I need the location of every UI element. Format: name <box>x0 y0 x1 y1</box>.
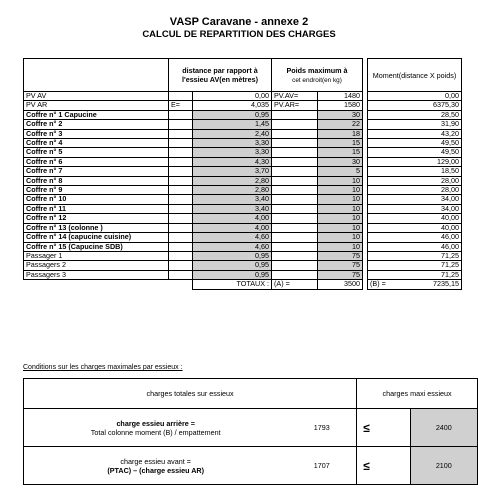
axle-summary-table <box>23 378 478 485</box>
row-prefix <box>169 195 193 204</box>
row-poids: 10 <box>318 223 363 232</box>
total-b-label: (B) = <box>370 279 386 289</box>
table-row <box>24 186 462 195</box>
row-poids-label <box>272 157 318 166</box>
row-moment: 43,20 <box>368 129 462 138</box>
row-prefix <box>169 176 193 185</box>
row-distance: 4,30 <box>193 157 272 166</box>
row-prefix <box>169 157 193 166</box>
row-poids-label <box>272 110 318 119</box>
row-poids: 1580 <box>318 101 363 110</box>
row-label: Coffre n° 9 <box>24 186 169 195</box>
table-header-row <box>24 59 462 92</box>
total-b-value: 7235,15 <box>433 279 459 289</box>
row-prefix <box>169 242 193 251</box>
front-axle-line1: charge essieu avant = <box>120 456 191 466</box>
table-row <box>24 242 462 251</box>
row-prefix <box>169 110 193 119</box>
row-moment: 46,00 <box>368 242 462 251</box>
table-row <box>24 195 462 204</box>
row-moment: 28,00 <box>368 186 462 195</box>
row-poids: 1480 <box>318 92 363 101</box>
row-moment: 28,00 <box>368 176 462 185</box>
row-poids-label <box>272 186 318 195</box>
table-row <box>24 101 462 110</box>
row-poids-label <box>272 129 318 138</box>
row-label: Coffre n° 3 <box>24 129 169 138</box>
row-moment: 71,25 <box>368 251 462 260</box>
table-row <box>24 167 462 176</box>
table-row <box>24 92 462 101</box>
row-moment: 49,50 <box>368 139 462 148</box>
row-distance: 0,00 <box>193 92 272 101</box>
row-label: Passagers 2 <box>24 261 169 270</box>
row-moment: 71,25 <box>368 261 462 270</box>
poids-header-bold: Poids maximum à <box>286 65 348 75</box>
table-row <box>24 204 462 213</box>
row-poids-label <box>272 242 318 251</box>
row-label: Coffre n° 6 <box>24 157 169 166</box>
table-row <box>24 110 462 119</box>
row-moment: 49,50 <box>368 148 462 157</box>
row-poids: 75 <box>318 261 363 270</box>
row-distance: 1,45 <box>193 120 272 129</box>
row-distance: 3,70 <box>193 167 272 176</box>
row-prefix <box>169 204 193 213</box>
row-poids: 10 <box>318 186 363 195</box>
row-label: Coffre n° 13 (colonne ) <box>24 223 169 232</box>
summary-header-left: charges totales sur essieux <box>24 379 357 409</box>
row-poids-label <box>272 223 318 232</box>
row-poids-label <box>272 167 318 176</box>
table-row <box>24 214 462 223</box>
table-row <box>24 233 462 242</box>
row-prefix <box>169 120 193 129</box>
row-poids: 10 <box>318 214 363 223</box>
row-moment: 71,25 <box>368 270 462 279</box>
total-a-label: (A) = <box>272 280 318 289</box>
distance-header: distance par rapport à l'essieu AV(en mètres) <box>169 59 272 92</box>
rear-axle-label <box>24 409 288 447</box>
table-row <box>24 176 462 185</box>
row-distance: 2,40 <box>193 129 272 138</box>
row-moment: 6375,30 <box>368 101 462 110</box>
row-prefix <box>169 148 193 157</box>
row-poids-label <box>272 261 318 270</box>
row-distance: 4,60 <box>193 233 272 242</box>
row-poids: 75 <box>318 270 363 279</box>
table-row <box>24 223 462 232</box>
totals-label: TOTAUX : <box>193 280 272 289</box>
row-label: PV AR <box>24 101 169 110</box>
front-axle-label <box>24 447 288 485</box>
front-axle-line2: (PTAC) – (charge essieu AR) <box>107 465 205 475</box>
row-poids: 10 <box>318 242 363 251</box>
less-equal-symbol: ≤ <box>357 447 376 485</box>
row-label: Coffre n° 10 <box>24 195 169 204</box>
row-label: Coffre n° 4 <box>24 139 169 148</box>
row-poids-label <box>272 214 318 223</box>
row-label: PV AV <box>24 92 169 101</box>
rear-axle-line2: Total colonne moment (B) / empattement <box>90 427 221 437</box>
row-moment: 34,00 <box>368 204 462 213</box>
totals-spacer <box>24 280 193 289</box>
row-poids: 15 <box>318 148 363 157</box>
row-distance: 0,95 <box>193 251 272 260</box>
row-poids: 15 <box>318 139 363 148</box>
row-distance: 0,95 <box>193 110 272 119</box>
row-poids: 10 <box>318 176 363 185</box>
row-moment: 18,50 <box>368 167 462 176</box>
conditions-title: Conditions sur les charges maximales par essieux : <box>23 364 183 371</box>
front-axle-max: 2100 <box>410 447 477 485</box>
row-prefix <box>169 92 193 101</box>
row-prefix: E= <box>169 101 193 110</box>
row-label: Coffre n° 1 Capucine <box>24 110 169 119</box>
row-prefix <box>169 251 193 260</box>
table-row <box>24 139 462 148</box>
row-poids-label <box>272 270 318 279</box>
charges-table <box>23 58 462 290</box>
row-label: Coffre n° 14 (capucine cuisine) <box>24 233 169 242</box>
row-poids-label: PV.AV= <box>272 92 318 101</box>
row-distance: 0,95 <box>193 261 272 270</box>
front-axle-row <box>24 447 478 485</box>
table-row <box>24 270 462 279</box>
row-poids: 10 <box>318 204 363 213</box>
row-prefix <box>169 186 193 195</box>
row-poids: 5 <box>318 167 363 176</box>
row-moment: 34,00 <box>368 195 462 204</box>
rear-axle-max: 2400 <box>410 409 477 447</box>
row-distance: 3,30 <box>193 139 272 148</box>
row-poids-label <box>272 195 318 204</box>
row-prefix <box>169 167 193 176</box>
row-distance: 4,60 <box>193 242 272 251</box>
row-poids: 30 <box>318 110 363 119</box>
row-prefix <box>169 223 193 232</box>
row-label: Coffre n° 15 (Capucine SDB) <box>24 242 169 251</box>
row-poids-label <box>272 176 318 185</box>
row-moment: 40,00 <box>368 214 462 223</box>
row-prefix <box>169 139 193 148</box>
row-prefix <box>169 233 193 242</box>
row-poids-label <box>272 148 318 157</box>
row-poids-label <box>272 204 318 213</box>
row-prefix <box>169 261 193 270</box>
less-equal-symbol: ≤ <box>357 409 376 447</box>
row-label: Coffre n° 8 <box>24 176 169 185</box>
row-moment: 129,00 <box>368 157 462 166</box>
table-row <box>24 261 462 270</box>
row-distance: 4,00 <box>193 214 272 223</box>
table-row <box>24 157 462 166</box>
row-poids-label <box>272 120 318 129</box>
row-label: Coffre n° 5 <box>24 148 169 157</box>
document-title: VASP Caravane - annexe 2 <box>169 16 309 28</box>
summary-header-row <box>24 379 478 409</box>
row-poids: 75 <box>318 251 363 260</box>
table-row <box>24 120 462 129</box>
poids-header-sub: cet endroit(en kg) <box>292 76 342 84</box>
total-a-value: 3500 <box>318 280 363 289</box>
row-poids: 10 <box>318 195 363 204</box>
poids-header <box>272 59 363 92</box>
row-distance: 2,80 <box>193 186 272 195</box>
row-distance: 4,00 <box>193 223 272 232</box>
table-row <box>24 129 462 138</box>
document-subtitle: CALCUL DE REPARTITION DES CHARGES <box>142 29 336 40</box>
row-label: Coffre n° 2 <box>24 120 169 129</box>
front-axle-value: 1707 <box>287 447 356 485</box>
row-label: Passager 1 <box>24 251 169 260</box>
row-poids: 22 <box>318 120 363 129</box>
row-poids-label <box>272 251 318 260</box>
rear-axle-line1: charge essieu arrière = <box>116 418 195 428</box>
row-label: Coffre n° 11 <box>24 204 169 213</box>
row-label: Passagers 3 <box>24 270 169 279</box>
rear-axle-row <box>24 409 478 447</box>
table-row <box>24 148 462 157</box>
row-moment: 28,50 <box>368 110 462 119</box>
total-b-cell <box>368 280 462 289</box>
row-moment: 31,90 <box>368 120 462 129</box>
row-poids-label <box>272 139 318 148</box>
summary-header-right: charges maxi essieux <box>357 379 478 409</box>
row-prefix <box>169 270 193 279</box>
rear-axle-value: 1793 <box>287 409 356 447</box>
row-label: Coffre n° 7 <box>24 167 169 176</box>
row-distance: 4,035 <box>193 101 272 110</box>
row-distance: 3,40 <box>193 204 272 213</box>
row-poids-label <box>272 233 318 242</box>
row-poids: 10 <box>318 233 363 242</box>
row-distance: 3,30 <box>193 148 272 157</box>
row-moment: 46,00 <box>368 233 462 242</box>
totals-row <box>24 280 462 289</box>
row-prefix <box>169 214 193 223</box>
row-poids-label: PV.AR= <box>272 101 318 110</box>
table-row <box>24 251 462 260</box>
row-prefix <box>169 129 193 138</box>
row-distance: 2,80 <box>193 176 272 185</box>
row-poids: 18 <box>318 129 363 138</box>
row-moment: 40,00 <box>368 223 462 232</box>
row-label: Coffre n° 12 <box>24 214 169 223</box>
row-distance: 0,95 <box>193 270 272 279</box>
row-distance: 3,40 <box>193 195 272 204</box>
row-moment: 0,00 <box>368 92 462 101</box>
row-poids: 30 <box>318 157 363 166</box>
moment-header: Moment(distance X poids) <box>368 59 462 92</box>
